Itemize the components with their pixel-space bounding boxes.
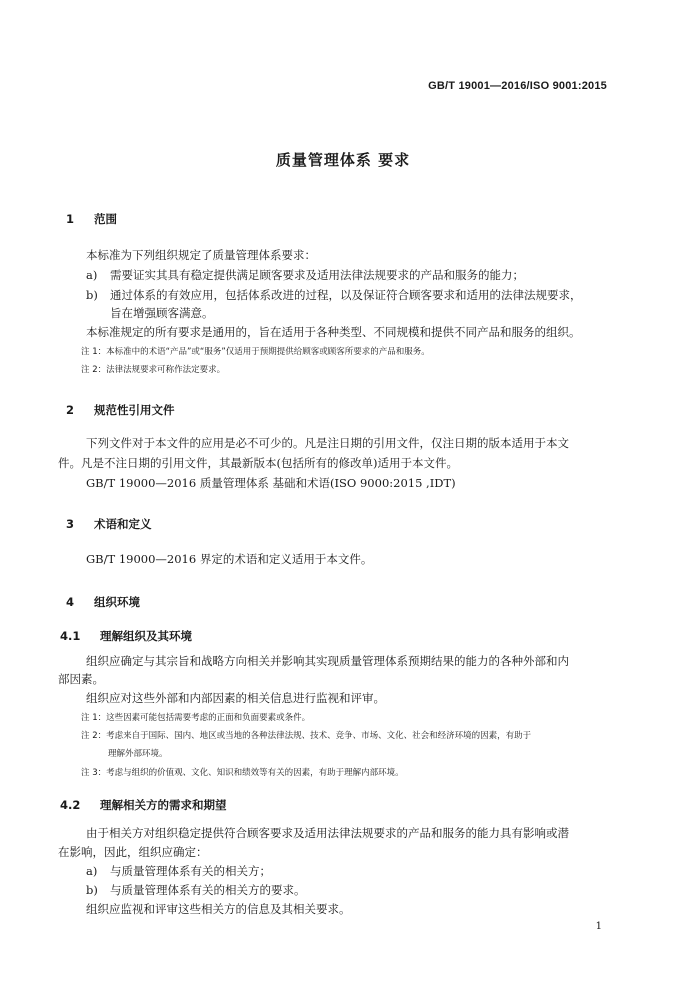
section-4-2-heading bbox=[60, 797, 227, 813]
list-item-a-mark: a) bbox=[86, 268, 98, 282]
section-number: 4.2 bbox=[60, 798, 81, 812]
section-title: 范围 bbox=[94, 212, 117, 226]
section-3-para: GB/T 19000—2016 界定的术语和定义适用于本文件。 bbox=[86, 552, 373, 566]
document-title: 质量管理体系 要求 bbox=[275, 151, 411, 169]
list-item-a-mark: a) bbox=[86, 864, 98, 878]
list-item-b-text-line1: 通过体系的有效应用，包括体系改进的过程，以及保证符合顾客要求和适用的法律法规要求， bbox=[110, 288, 582, 302]
note-4-1-1: 注 1：这些因素可能包括需要考虑的正面和负面要素或条件。 bbox=[81, 713, 311, 723]
section-4-2-para-line1: 由于相关方对组织稳定提供符合顾客要求及适用法律法规要求的产品和服务的能力具有影响或潜 bbox=[86, 826, 569, 840]
standard-code: GB/T 19001—2016/ISO 9001:2015 bbox=[428, 80, 607, 92]
section-1-heading bbox=[66, 211, 117, 227]
section-2-para-line2: 件。凡是不注日期的引用文件，其最新版本(包括所有的修改单)适用于本文件。 bbox=[58, 456, 458, 470]
section-4-1-heading bbox=[60, 628, 192, 644]
list-item-b-text: 与质量管理体系有关的相关方的要求。 bbox=[110, 883, 306, 897]
section-title: 规范性引用文件 bbox=[94, 403, 175, 417]
note-2: 注 2：法律法规要求可称作法定要求。 bbox=[81, 365, 226, 375]
note-4-1-3: 注 3：考虑与组织的价值观、文化、知识和绩效等有关的因素，有助于理解内部环境。 bbox=[81, 768, 404, 778]
note-1: 注 1：本标准中的术语“产品”或“服务”仅适用于预期提供给顾客或顾客所要求的产品和服务。 bbox=[81, 347, 430, 357]
list-item-b-text-line2: 旨在增强顾客满意。 bbox=[110, 306, 214, 320]
list-item-b-mark: b) bbox=[86, 288, 98, 302]
scope-intro: 本标准为下列组织规定了质量管理体系要求： bbox=[86, 248, 316, 262]
section-4-2-para-line3: 组织应监视和评审这些相关方的信息及其相关要求。 bbox=[86, 902, 351, 916]
section-title: 术语和定义 bbox=[94, 517, 152, 531]
section-3-heading bbox=[66, 516, 152, 532]
list-item-b-mark: b) bbox=[86, 883, 98, 897]
section-title: 组织环境 bbox=[94, 595, 140, 609]
section-number: 4 bbox=[66, 595, 75, 609]
scope-general: 本标准规定的所有要求是通用的，旨在适用于各种类型、不同规模和提供不同产品和服务的组织。 bbox=[86, 325, 581, 339]
section-number: 1 bbox=[66, 212, 75, 226]
list-item-a-text: 与质量管理体系有关的相关方； bbox=[110, 864, 271, 878]
note-4-1-2-line2: 理解外部环境。 bbox=[108, 749, 168, 759]
section-title: 理解组织及其环境 bbox=[100, 629, 192, 643]
list-item-a-text: 需要证实其具有稳定提供满足顾客要求及适用法律法规要求的产品和服务的能力； bbox=[110, 268, 524, 282]
section-2-heading bbox=[66, 402, 175, 418]
section-4-2-para-line2: 在影响，因此，组织应确定： bbox=[58, 845, 208, 859]
page-number: 1 bbox=[595, 921, 602, 932]
section-number: 4.1 bbox=[60, 629, 81, 643]
section-4-1-para-line1: 组织应确定与其宗旨和战略方向相关并影响其实现质量管理体系预期结果的能力的各种外部和内 bbox=[86, 654, 569, 668]
section-4-1-para-line2: 部因素。 bbox=[58, 672, 104, 686]
section-title: 理解相关方的需求和期望 bbox=[100, 798, 227, 812]
section-4-heading bbox=[66, 594, 140, 610]
note-4-1-2-line1: 注 2：考虑来自于国际、国内、地区或当地的各种法律法规、技术、竞争、市场、文化、社会和经济环境的因素，有助于 bbox=[81, 731, 532, 741]
section-4-1-para-line3: 组织应对这些外部和内部因素的相关信息进行监视和评审。 bbox=[86, 691, 385, 705]
section-2-para-line1: 下列文件对于本文件的应用是必不可少的。凡是注日期的引用文件，仅注日期的版本适用于本文 bbox=[86, 436, 569, 450]
normative-reference: GB/T 19000—2016 质量管理体系 基础和术语(ISO 9000:2015 ,IDT) bbox=[86, 476, 456, 490]
section-number: 3 bbox=[66, 517, 75, 531]
section-number: 2 bbox=[66, 403, 75, 417]
